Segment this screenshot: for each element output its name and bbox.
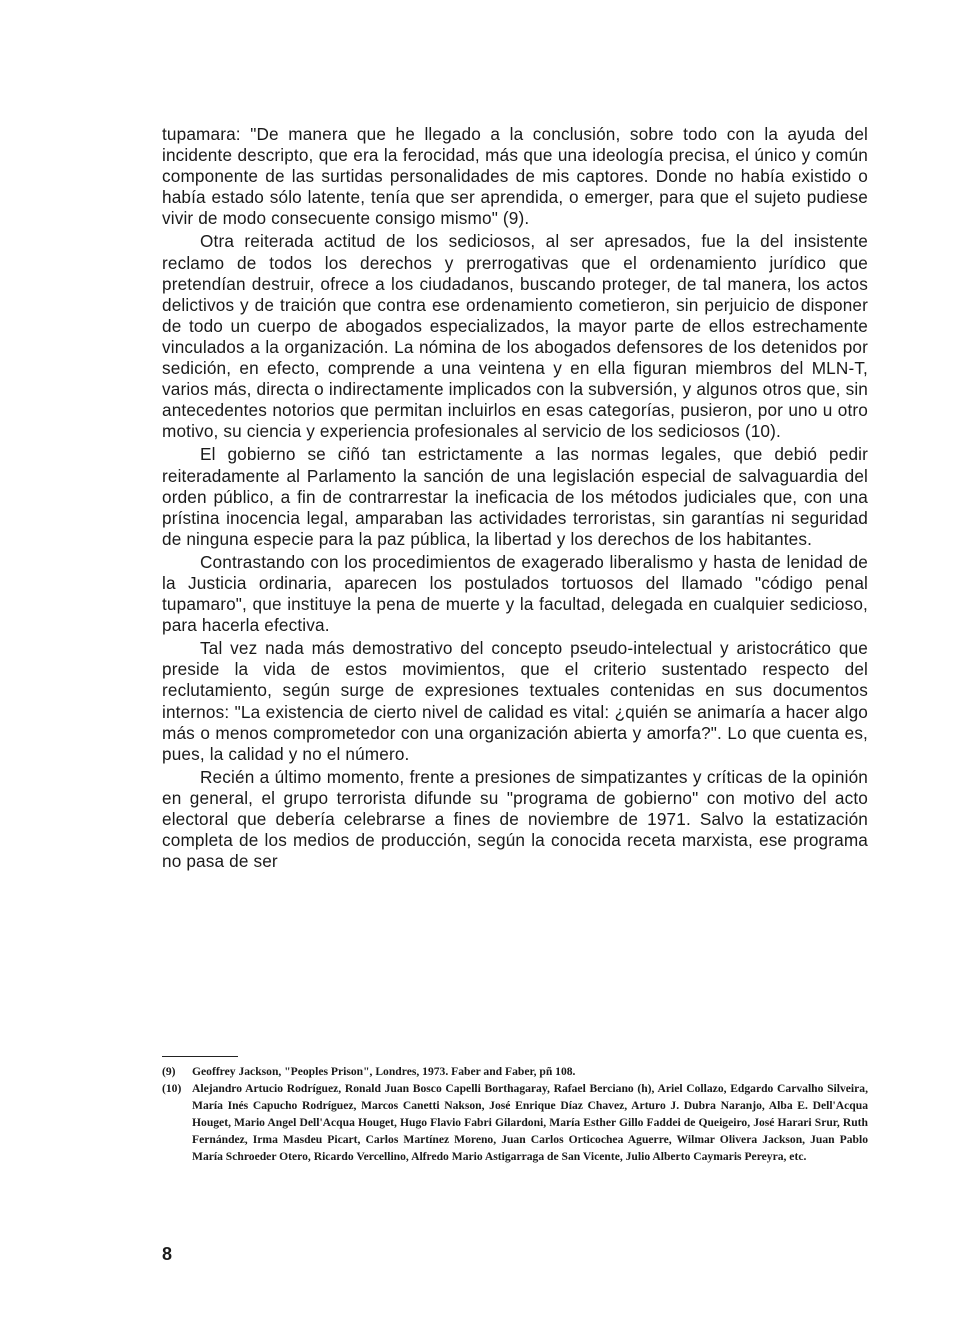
paragraph: Otra reiterada actitud de los sediciosos, al ser apresados, fue la del insistente reclamo de todos los derechos y prerrogativas que el ordenamiento jurídico que pretendían destruir, ofrece a los ciudadanos, buscando proteger, de tal manera, los actos delictivos y de traición que contra ese ordenamiento cometieron, sin perjuicio de disponer de todo un cuerpo de abogados especializados, la mayor parte de ellos estrechamente vinculados a la organización. La nómina de los abogados defensores de los detenidos por sedición, en efecto, comprende a una veintena y en ella figuran miembros del MLN-T, varios más, directa o indirectamente implicados con la subversión, y algunos otros que, sin antecedentes notorios que permitan incluirlos en esas categorías, pusieron, por uno u otro motivo, su ciencia y experiencia profesionales al servicio de los sediciosos (10). <box>162 231 868 442</box>
footnote-divider <box>162 1056 238 1057</box>
paragraph: Tal vez nada más demostrativo del concepto pseudo-intelectual y aristocrático que preside la vida de estos movimientos, que el criterio sustentado respecto del reclutamiento, según surge de expresiones textuales contenidas en sus documentos internos: "La existencia de cierto nivel de calidad es vital: ¿quién se animaría a hacer algo más o menos comprometedor con una organización abierta y amorfa?". Lo que cuenta es, pues, la calidad y no el número. <box>162 638 868 764</box>
paragraph: Contrastando con los procedimientos de exagerado liberalismo y hasta de lenidad de la Justicia ordinaria, aparecen los postulados tortuosos del llamado "código penal tupamaro", que instituye la pena de muerte y la facultad, delegada en cualquier sedicioso, para hacerla efectiva. <box>162 551 868 636</box>
footnote-number: (9) <box>162 1065 176 1078</box>
footnote-text: Geoffrey Jackson, "Peoples Prison", Londres, 1973. Faber and Faber, pñ 108. <box>192 1065 576 1078</box>
paragraph: Recién a último momento, frente a presiones de simpatizantes y críticas de la opinión en general, el grupo terrorista difunde su "programa de gobierno" con motivo del acto electoral que debería celebrarse a fines de noviembre de 1971. Salvo la estatización completa de los medios de producción, según la conocida receta marxista, ese programa no pasa de ser <box>162 766 868 872</box>
footnote-number: (10) <box>162 1082 182 1095</box>
page-number: 8 <box>162 1244 173 1264</box>
body-text <box>162 124 868 874</box>
footnote-text: Alejandro Artucio Rodríguez, Ronald Juan Bosco Capelli Borthagaray, Rafael Berciano (h), Ariel Collazo, Edgardo Carvalho Silveira, María Inés Capucho Rodríguez, Marcos Canetti Nakson, José Enrique Díaz Chavez, Arturo J. Dubra Naranjo, Alba E. Dell'Acqua Houget, Mario Angel Dell'Acqua Houget, Hugo Flavio Fabri Gilardoni, María Esther Gillo Faddei de Queigeiro, José Harari Srur, Ruth Fernández, Irma Masdeu Picart, Carlos Martínez Moreno, Juan Carlos Orticochea Aguerre, Wilmar Olivera Jackson, Juan Pablo María Schroeder Otero, Ricardo Vercellino, Alfredo Mario Astigarraga de San Vicente, Julio Alberto Caymaris Pereyra, etc. <box>192 1082 868 1163</box>
footnote <box>162 1080 868 1165</box>
footnote <box>162 1063 868 1080</box>
paragraph: El gobierno se ciñó tan estrictamente a las normas legales, que debió pedir reiteradamente al Parlamento la sanción de una legislación especial de salvaguardia del orden público, a fin de contrarrestar la ineficacia de los métodos judiciales que, con una prístina inocencia legal, amparaban las actividades terroristas, sin garantías ni seguridad de ninguna especie para la paz pública, la libertad y los derechos de los habitantes. <box>162 444 868 549</box>
paragraph: tupamara: "De manera que he llegado a la conclusión, sobre todo con la ayuda del incidente descripto, que era la ferocidad, más que una ideología precisa, el único y común componente de las surtidas personalidades de mis captores. Donde no había existido o había estado sólo latente, tenía que ser aprendida, o emerger, para que el sujeto pudiese vivir de modo consecuente consigo mismo" (9). <box>162 124 868 229</box>
footnotes <box>162 1063 868 1165</box>
